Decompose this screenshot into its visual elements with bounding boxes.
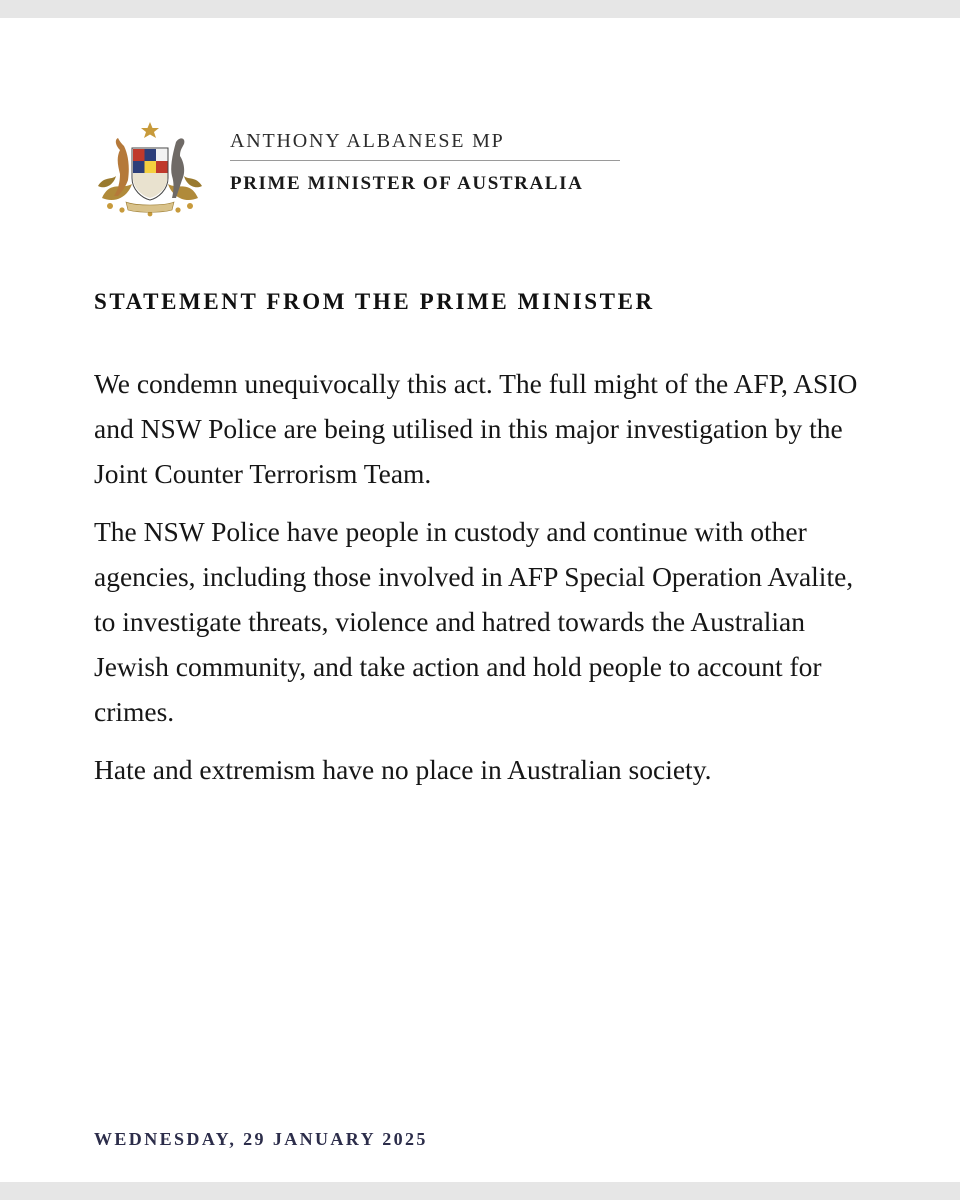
statement-paragraph: Hate and extremism have no place in Australian society. [94, 754, 712, 785]
letterhead-divider [230, 160, 620, 161]
statement-heading: STATEMENT FROM THE PRIME MINISTER [94, 289, 655, 314]
member-name: ANTHONY ALBANESE MP [230, 130, 505, 152]
statement-page [0, 18, 960, 1182]
coat-of-arms-icon [92, 120, 208, 224]
statement-date: WEDNESDAY, 29 JANUARY 2025 [94, 1129, 428, 1149]
office-title: PRIME MINISTER OF AUSTRALIA [230, 173, 584, 194]
statement-paragraph: We condemn unequivocally this act. The full might of the AFP, ASIO and NSW Police are being utilised in this major investigation by the Joint Counter Terrorism Team. [94, 368, 858, 489]
statement-body [94, 361, 874, 805]
statement-paragraph: The NSW Police have people in custody and continue with other agencies, including those involved in AFP Special Operation Avalite, to investigate threats, violence and hatred towards the Australian Jewish community, and take action and hold people to account for crimes. [94, 516, 854, 727]
